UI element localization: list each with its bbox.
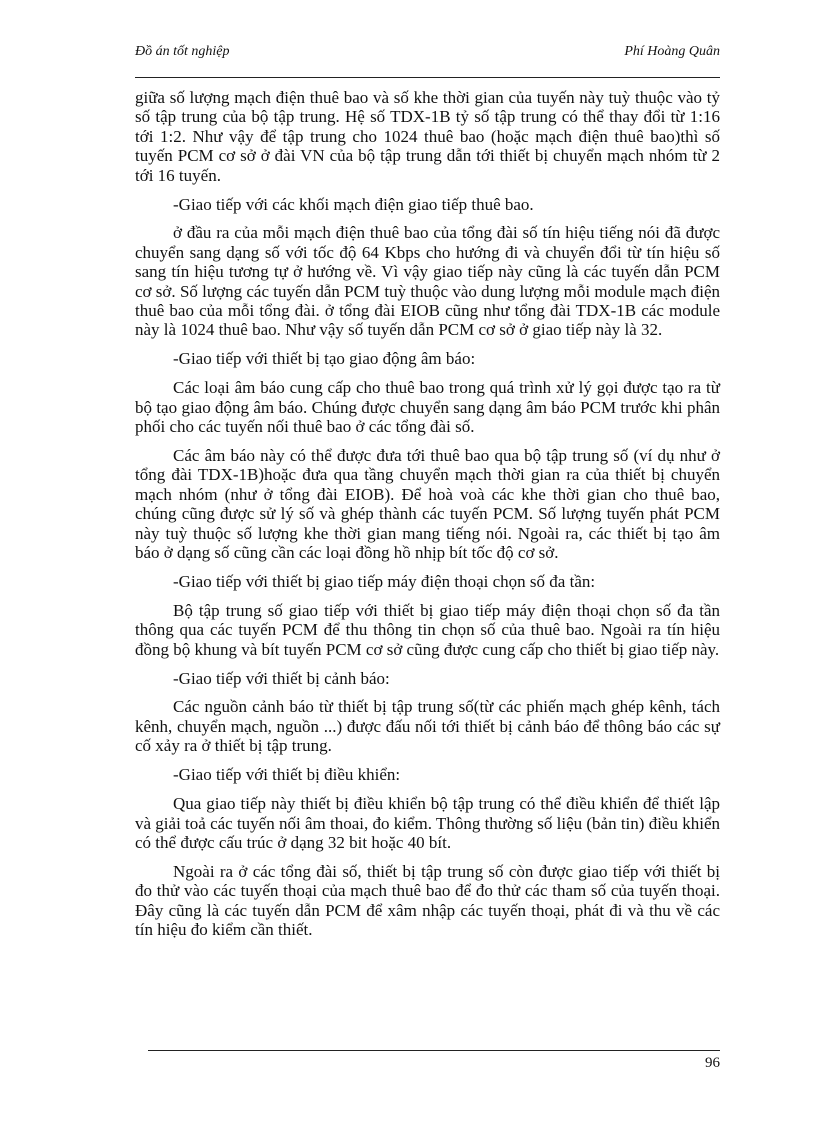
paragraph: Các âm báo này có thể được đưa tới thuê bao qua bộ tập trung số (ví dụ như ở tổng đài TDX-1B)hoặc đưa qua tầng chuyển mạch thời gian ra của thiết bị chuyển mạch nhóm (như ở tổng đài EIOB). Để hoà voà các khe thời gian cho thuê bao, chúng cũng được sử lý số và ghép thành các tuyến PCM. Số lượng tuyến phát PCM này tuỳ thuộc số lượng khe thời gian mang tiếng nói. Ngoài ra, các thiết bị tạo âm báo ở dạng số cũng cần các loại đồng hồ nhịp bít tốc độ cơ sở.	[135, 446, 720, 563]
paragraph: Các nguồn cảnh báo từ thiết bị tập trung số(từ các phiến mạch ghép kênh, tách kênh, chuyển mạch, nguồn ...) được đấu nối tới thiết bị cảnh báo để thông báo các sự cố xảy ra ở thiết bị tập trung.	[135, 697, 720, 756]
section-heading: -Giao tiếp với thiết bị giao tiếp máy điện thoại chọn số đa tần:	[173, 571, 596, 591]
paragraph: Các loại âm báo cung cấp cho thuê bao trong quá trình xử lý gọi được tạo ra từ bộ tạo giao động âm báo. Chúng được chuyển sang dạng âm báo PCM trước khi phân phối cho các tuyến nối thuê bao ở các tổng đài số.	[135, 378, 720, 437]
header-author: Phí Hoàng Quân	[624, 44, 720, 59]
paragraph: ở đầu ra của mỗi mạch điện thuê bao của tổng đài số tín hiệu tiếng nói đã được chuyển sang dạng số với tốc độ 64 Kbps cho hướng đi và chuyển đổi từ tín hiệu số sang tín hiệu tương tự ở hướng về. Vì vậy giao tiếp này cũng là các tuyến dẫn PCM cơ sở. Số lượng các tuyến dẫn PCM tuỳ thuộc vào dung lượng mỗi module mạch điện thuê bao của mỗi tổng đài. ở tổng đài EIOB cũng như tổng đài TDX-1B các module này là 1024 thuê bao. Như vậy số tuyến dẫn PCM cơ sở ở giao tiếp này là 32.	[135, 223, 720, 340]
page-number: 96	[705, 1055, 720, 1071]
body-text	[135, 88, 720, 949]
section-heading: -Giao tiếp với thiết bị tạo giao động âm báo:	[173, 349, 476, 369]
section-heading: -Giao tiếp với các khối mạch điện giao tiếp thuê bao.	[173, 194, 534, 214]
page-header	[135, 44, 720, 68]
section-heading: -Giao tiếp với thiết bị điều khiển:	[173, 765, 401, 785]
paragraph: Qua giao tiếp này thiết bị điều khiển bộ tập trung có thể điều khiển để thiết lập và giải toả các tuyến nối âm thoai, đo kiểm. Thông thường số liệu (bản tin) điều khiển có thể được cấu trúc ở dạng 32 bit hoặc 40 bít.	[135, 794, 720, 852]
paragraph: giữa số lượng mạch điện thuê bao và số khe thời gian của tuyến này tuỳ thuộc vào tỷ số tập trung của bộ tập trung. Hệ số TDX-1B tỷ số tập trung có thể thay đổi từ 1:16 tới 1:2. Như vậy để tập trung cho 1024 thuê bao (hoặc mạch điện thuê bao)thì số tuyến PCM cơ sở ở đài VN của bộ tập trung dẫn tới thiết bị chuyển mạch nhóm từ 2 tới 16 tuyến.	[135, 88, 720, 185]
header-divider	[135, 77, 720, 78]
section-heading: -Giao tiếp với thiết bị cảnh báo:	[173, 668, 390, 688]
header-title: Đồ án tốt nghiệp	[135, 44, 230, 59]
footer-divider	[148, 1050, 720, 1051]
paragraph: Ngoài ra ở các tổng đài số, thiết bị tập trung số còn được giao tiếp với thiết bị đo thử vào các tuyến thoại của mạch thuê bao để đo thử các tham số của tuyến thoại. Đây cũng là các tuyến dẫn PCM để xâm nhập các tuyến thoại, phát đi và thu về các tín hiệu đo kiểm cần thiết.	[135, 861, 720, 940]
paragraph: Bộ tập trung số giao tiếp với thiết bị giao tiếp máy điện thoại chọn số đa tần thông qua các tuyến PCM để thu thông tin chọn số của thuê bao. Ngoài ra tín hiệu đồng bộ khung và bít tuyến PCM cơ sở cũng được cung cấp cho thiết bị giao tiếp này.	[135, 600, 720, 659]
